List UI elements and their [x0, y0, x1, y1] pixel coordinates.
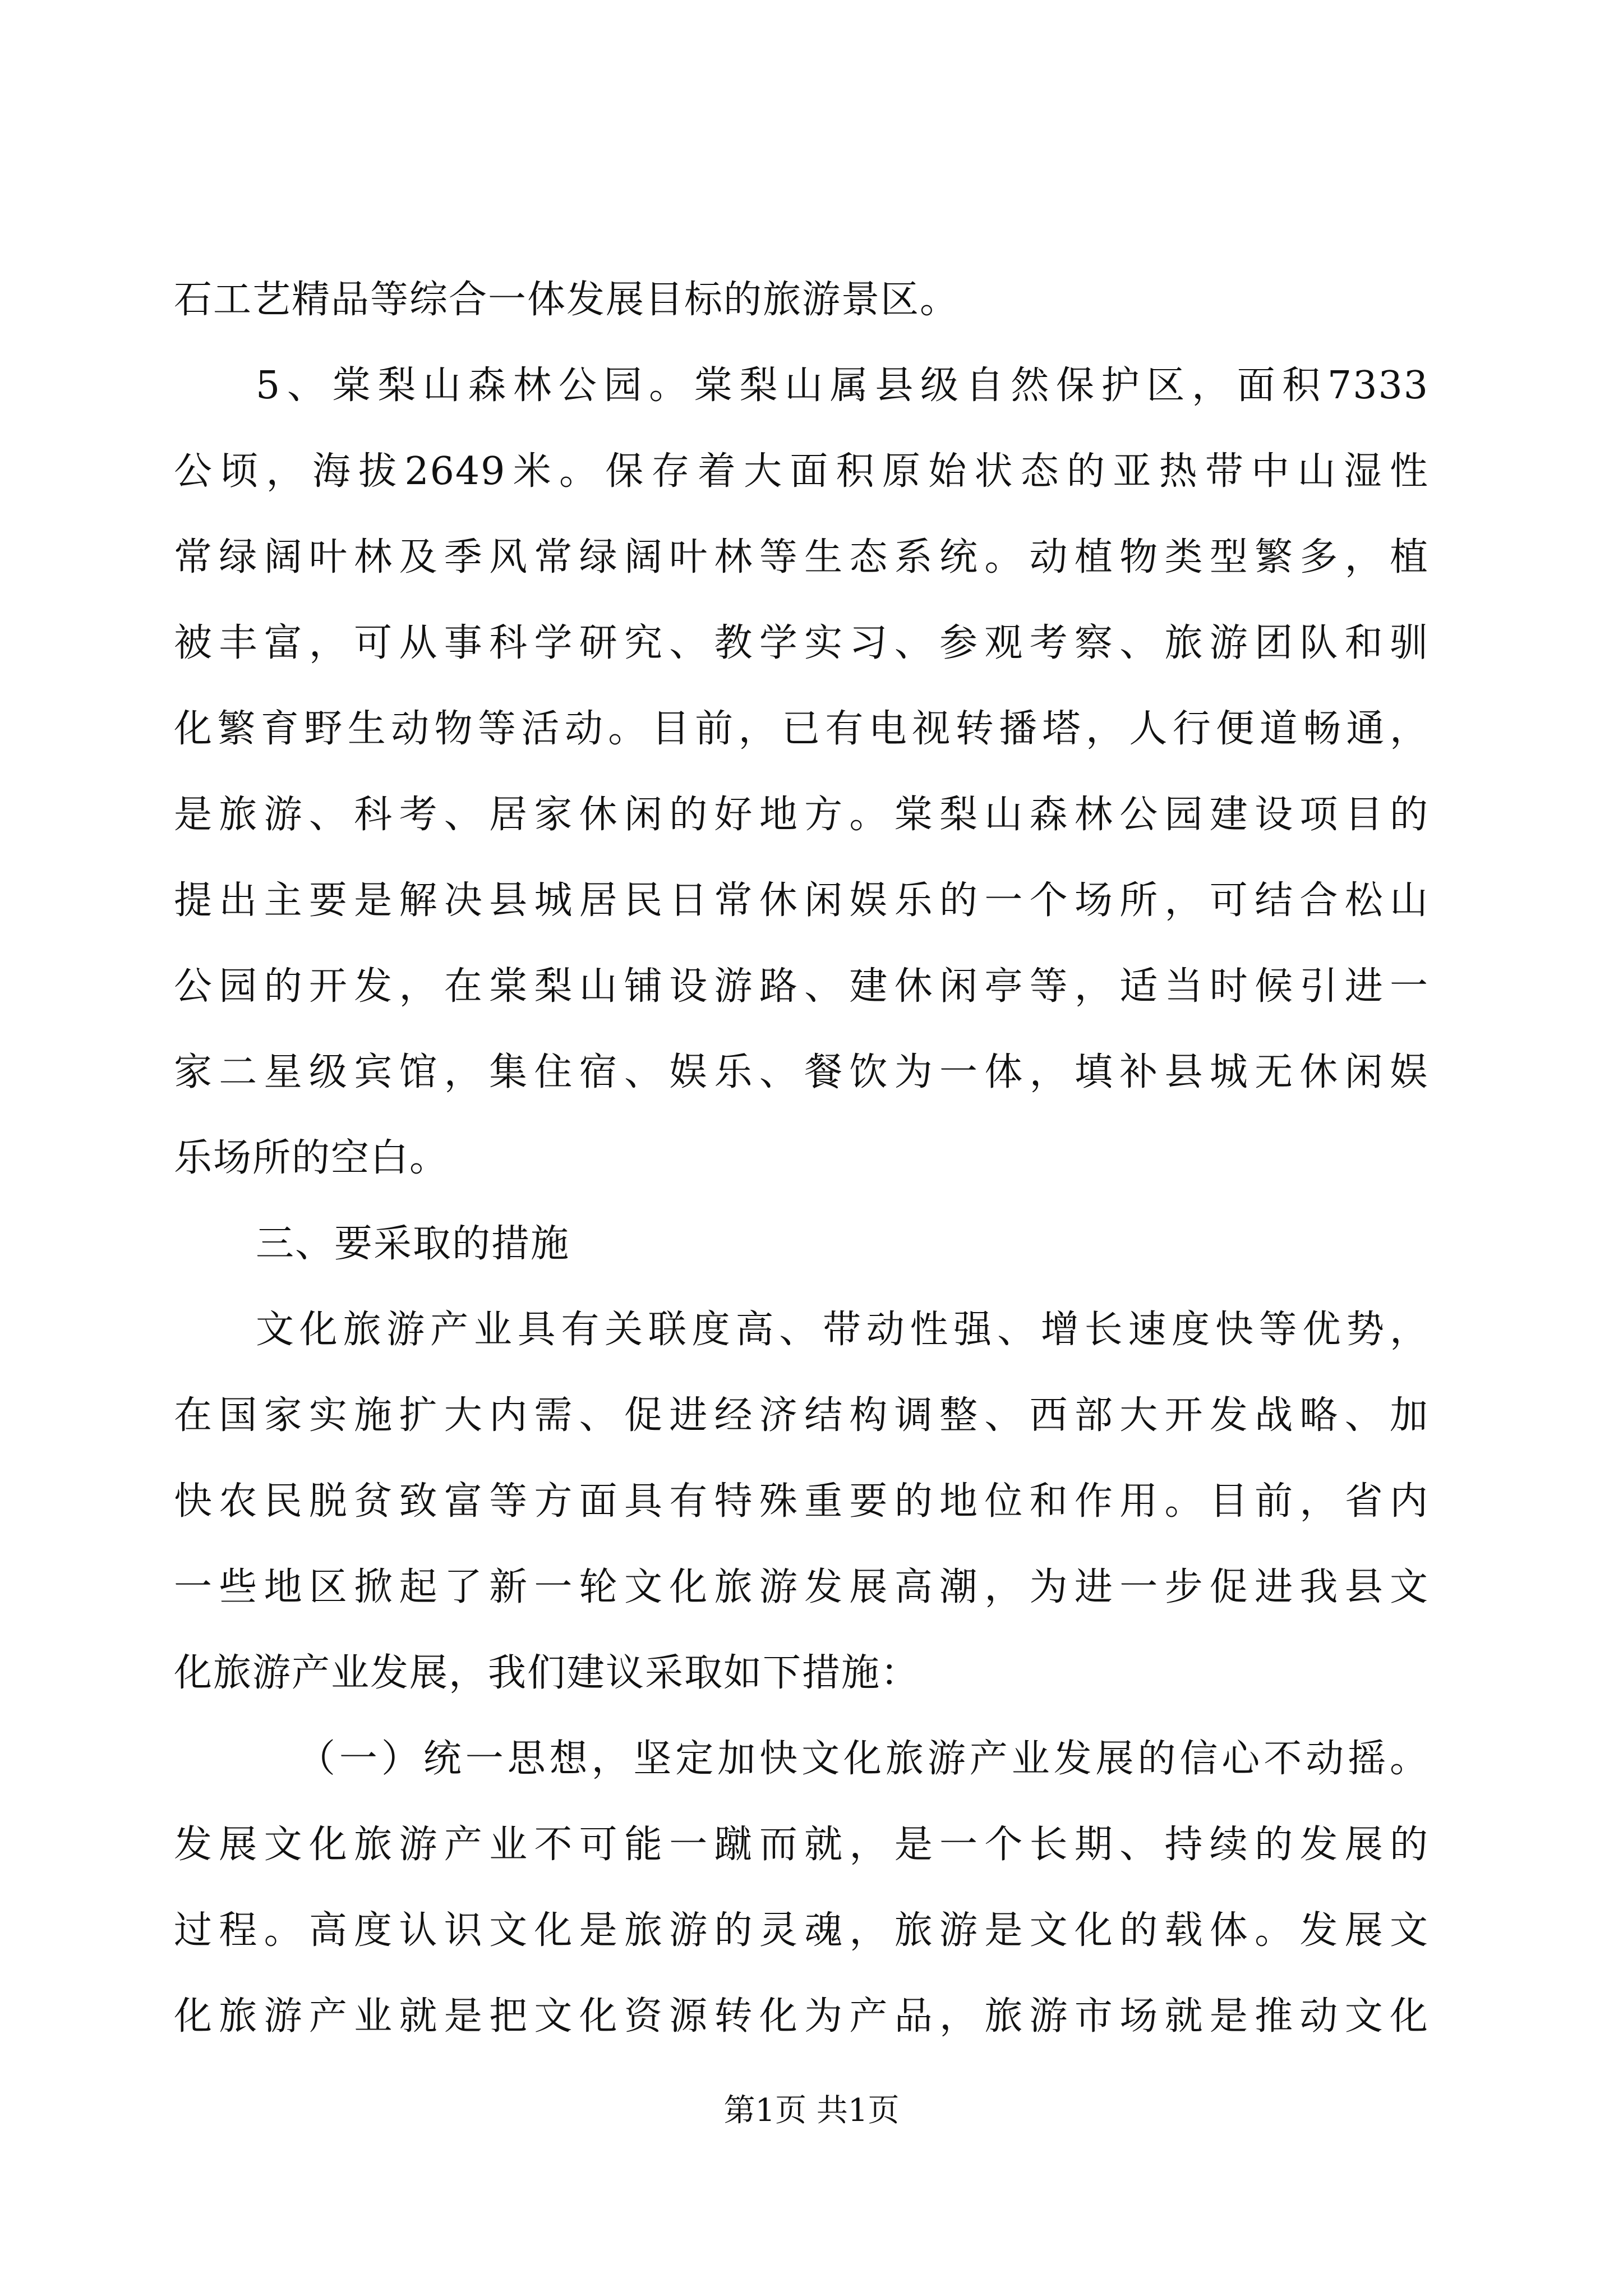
text-line-20: 过程。高度认识文化是旅游的灵魂，旅游是文化的载体。发展文	[174, 1908, 1429, 1953]
text-line-7: 是旅游、科考、居家休闲的好地方。棠梨山森林公园建设项目的	[174, 793, 1429, 837]
text-line-15: 快农民脱贫致富等方面具有特殊重要的地位和作用。目前，省内	[174, 1479, 1429, 1524]
text-line-4: 常绿阔叶林及季风常绿阔叶林等生态系统。动植物类型繁多，植	[174, 535, 1429, 579]
text-line-21: 化旅游产业就是把文化资源转化为产品，旅游市场就是推动文化	[174, 1994, 1429, 2039]
text-line-3: 公顷，海拔2649米。保存着大面积原始状态的亚热带中山湿性	[174, 449, 1429, 494]
text-line-13: 文化旅游产业具有关联度高、带动性强、增长速度快等优势，	[256, 1308, 1429, 1352]
text-line-2: 5、棠梨山森林公园。棠梨山属县级自然保护区，面积7333	[256, 364, 1429, 408]
text-line-19: 发展文化旅游产业不可能一蹴而就，是一个长期、持续的发展的	[174, 1823, 1429, 1867]
text-line-14: 在国家实施扩大内需、促进经济结构调整、西部大开发战略、加	[174, 1393, 1429, 1438]
subsection-heading: （一）统一思想，坚定加快文化旅游产业发展的信心不动摇。	[297, 1737, 1429, 1781]
document-body	[174, 257, 1429, 2059]
text-line-5: 被丰富，可从事科学研究、教学实习、参观考察、旅游团队和驯	[174, 621, 1429, 665]
text-line-1: 石工艺精品等综合一体发展目标的旅游景区。	[174, 278, 960, 322]
text-line-8: 提出主要是解决县城居民日常休闲娱乐的一个场所，可结合松山	[174, 878, 1429, 923]
section-heading: 三、要采取的措施	[256, 1222, 570, 1266]
text-line-16: 一些地区掀起了新一轮文化旅游发展高潮，为进一步促进我县文	[174, 1565, 1429, 1609]
text-line-11: 乐场所的空白。	[174, 1136, 449, 1180]
text-line-10: 家二星级宾馆，集住宿、娱乐、餐饮为一体，填补县城无休闲娱	[174, 1050, 1429, 1094]
text-line-17: 化旅游产业发展，我们建议采取如下措施：	[174, 1651, 920, 1695]
text-line-9: 公园的开发，在棠梨山铺设游路、建休闲亭等，适当时候引进一	[174, 964, 1429, 1009]
text-line-6: 化繁育野生动物等活动。目前，已有电视转播塔，人行便道畅通，	[174, 707, 1429, 751]
page-footer: 第1页 共1页	[723, 2092, 900, 2129]
